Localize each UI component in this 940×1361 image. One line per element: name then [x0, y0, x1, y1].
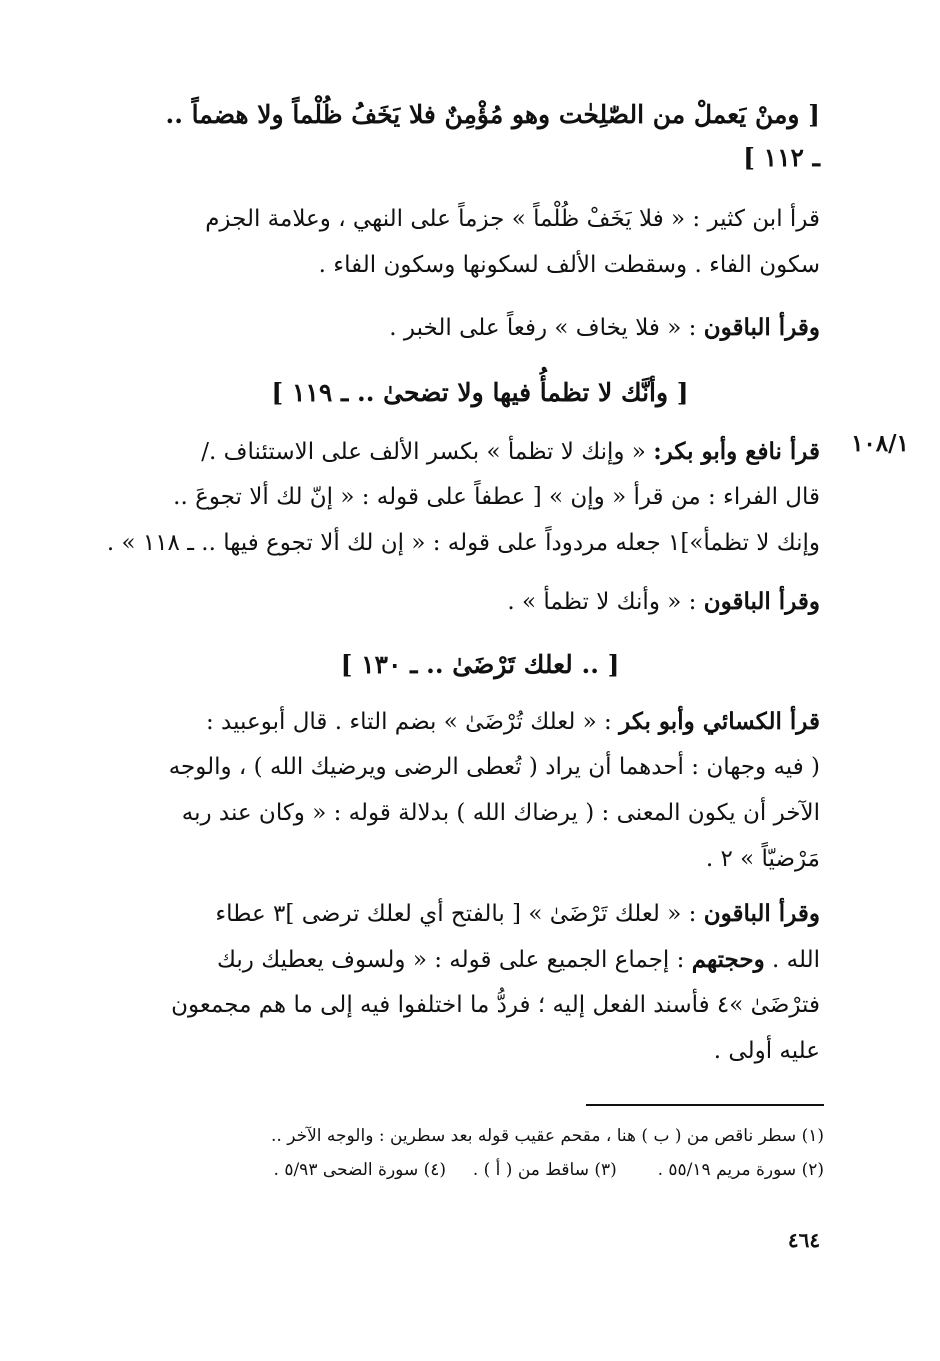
hujjatuhum-lead: وحجتهم	[691, 946, 765, 973]
nafi-line-2: قال الفراء : من قرأ « وإن » [ عطفاً على قوله : « إنّ لك ألا تجوعَ ..	[173, 484, 820, 510]
ibn-kathir-line-1: قرأ ابن كثير : « فلا يَخَفْ ظُلْماً » جزماً على النهي ، وعلامة الجزم	[205, 206, 820, 232]
nafi-line-1	[140, 438, 820, 465]
footnotes-row-2	[144, 1160, 824, 1180]
baqun-text-3-2b: : إجماع الجميع على قوله : « ولسوف يعطيك ربك	[216, 947, 685, 973]
footnote-1: (١) سطر ناقص من ( ب ) هنا ، مقحم عقيب قوله بعد سطرين : والوجه الآخر ..	[270, 1126, 824, 1146]
kisai-line-4: مَرْضيّاً » ٢ .	[705, 846, 820, 872]
kisai-text-1: : « لعلك تُرْضَىٰ » بضم التاء . قال أبوعبيد :	[205, 709, 612, 735]
baqun-paragraph-3-line-3: فترْضَىٰ »٤ فأسند الفعل إليه ؛ فردُّ ما اختلفوا فيه إلى ما هم مجمعون	[171, 992, 820, 1018]
baqun-paragraph-1	[140, 314, 820, 341]
verse-119: [ وأنَّك لا تظمأُ فيها ولا تضحىٰ .. ـ ١١٩ ]	[271, 378, 689, 407]
baqun-paragraph-3-line-4: عليه أولى .	[713, 1038, 820, 1064]
baqun-text-2: : « وأنك لا تظمأ » .	[507, 589, 697, 615]
baqun-lead-1: وقرأ الباقون	[703, 314, 820, 341]
nafi-text-1: « وإنك لا تظمأ » بكسر الألف على الاستئناف ./	[201, 439, 646, 465]
baqun-lead-2: وقرأ الباقون	[703, 588, 820, 615]
footnote-divider	[586, 1104, 824, 1106]
baqun-paragraph-2	[140, 588, 820, 615]
footnote-2: (٢) سورة مريم ٥٥/١٩ .	[657, 1160, 824, 1180]
kisai-line-1	[140, 708, 820, 735]
verse-112-line-2: ـ ١١٢ ]	[743, 143, 820, 172]
verse-130: [ .. لعلك تَرْضَىٰ .. ـ ١٣٠ ]	[340, 650, 620, 679]
baqun-paragraph-3-line-1	[140, 900, 820, 927]
baqun-text-3-1: : « لعلك تَرْضَىٰ » [ بالفتح أي لعلك ترضى ]٣ عطاء	[215, 901, 697, 927]
kisai-line-2: ( فيه وجهان : أحدهما أن يراد ( تُعطى الرضى ويرضيك الله ) ، والوجه	[168, 754, 820, 780]
kisai-line-3: الآخر أن يكون المعنى : ( يرضاك الله ) بدلالة قوله : « وكان عند ربه	[181, 800, 820, 826]
baqun-paragraph-3-line-2	[140, 946, 820, 973]
ibn-kathir-line-2: سكون الفاء . وسقطت الألف لسكونها وسكون الفاء .	[318, 252, 820, 278]
margin-reference: ١٠٨/١	[851, 430, 909, 457]
nafi-lead: قرأ نافع وأبو بكر:	[653, 438, 820, 465]
kisai-lead: قرأ الكسائي وأبو بكر	[619, 708, 820, 735]
page-number: ٤٦٤	[787, 1228, 821, 1252]
footnote-4: (٤) سورة الضحى ٥/٩٣ .	[273, 1160, 447, 1180]
baqun-lead-3: وقرأ الباقون	[703, 900, 820, 927]
baqun-text-3-2a: الله .	[772, 947, 820, 973]
baqun-text-1: : « فلا يخاف » رفعاً على الخبر .	[389, 315, 697, 341]
footnote-3: (٣) ساقط من ( أ ) .	[472, 1160, 617, 1180]
nafi-line-3: وإنك لا تظمأ»]١ جعله مردوداً على قوله : « إن لك ألا تجوع فيها .. ـ ١١٨ » .	[106, 530, 820, 556]
verse-112-line-1: [ ومنْ يَعملْ من الصّٰلِحٰت وهو مُؤْمِنٌ فلا يَخَفُ ظُلْماً ولا هضماً ..	[165, 100, 820, 129]
